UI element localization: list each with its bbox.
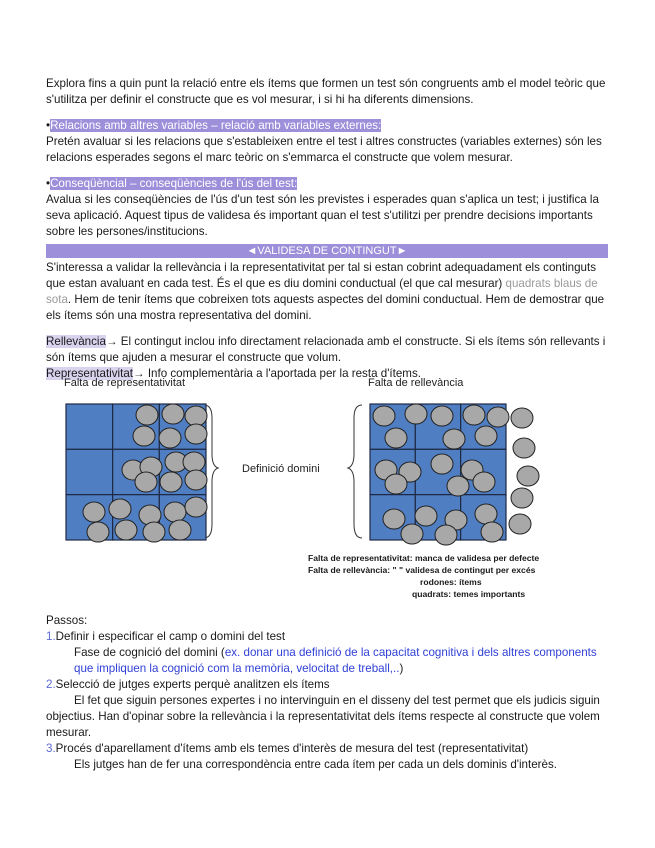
left-title: Falta de representativitat xyxy=(64,377,186,389)
right-title: Falta de rellevància xyxy=(368,377,464,389)
text-run: → El contingut inclou info directament relacionada amb el constructe. Si els ítems són rellevants i són ítems que ajuden a mesurar el constructe que volum. xyxy=(46,335,606,364)
item-circle xyxy=(159,428,181,448)
representativity-term: Representativitat xyxy=(46,367,133,380)
text-run: Fase de cognició del domini ( xyxy=(74,646,225,659)
item-circle xyxy=(383,509,405,529)
item-circle xyxy=(164,502,186,522)
gray-note: quadrats blaus de sota xyxy=(46,277,598,306)
step-title: Procés d'aparellament d'ítems amb els temes d'interès de mesura del test (representativitat) xyxy=(55,742,529,755)
caption-line: Falta de rellevància: " " validesa de contingut per excés xyxy=(308,565,536,575)
step-number: 1. xyxy=(46,630,56,643)
step-number: 3. xyxy=(46,742,56,755)
section-external-variables xyxy=(46,118,608,134)
content-validity-banner: ◄VALIDESA DE CONTINGUT► xyxy=(46,244,608,258)
text-run: → Info complementària a l'aportada per la resta d'ítems. xyxy=(133,367,421,380)
bullet: • xyxy=(46,119,51,132)
section-title: Relacions amb altres variables – relació amb variables externes: xyxy=(50,119,382,132)
item-circle xyxy=(143,522,165,542)
item-circle xyxy=(373,406,395,426)
item-circle xyxy=(447,476,469,496)
item-circle xyxy=(136,405,158,425)
item-circle xyxy=(87,522,109,542)
item-circle xyxy=(431,406,453,426)
item-circle xyxy=(475,426,497,446)
item-circle xyxy=(511,408,533,428)
item-circle xyxy=(513,438,535,458)
item-circle xyxy=(133,426,155,446)
bullet: • xyxy=(46,177,51,190)
step-1-detail xyxy=(46,645,608,677)
item-circle xyxy=(109,499,131,519)
right-domain-grid xyxy=(370,404,539,545)
relevance-term: Rellevància xyxy=(46,335,106,348)
document-body xyxy=(46,76,608,382)
item-circle xyxy=(385,428,407,448)
step-1 xyxy=(46,629,608,645)
step-2-detail xyxy=(46,693,608,741)
item-circle xyxy=(517,466,539,486)
caption-line: Falta de representativitat: manca de validesa per defecte xyxy=(308,553,540,563)
item-circle xyxy=(481,522,503,542)
steps-section xyxy=(46,613,608,773)
text-run: ) xyxy=(399,662,404,675)
section-text: Pretén avaluar si les relacions que s'estableixen entre el test i altres constructes (variables externes) són les relacions esperades segons el marc teòric on s'emmarca el constructe que volem mesurar. xyxy=(46,135,602,164)
step-3 xyxy=(46,741,608,757)
step-2 xyxy=(46,677,608,693)
left-domain-grid xyxy=(66,404,207,542)
item-circle xyxy=(83,502,105,522)
item-circle xyxy=(162,404,184,424)
section-consequential xyxy=(46,176,608,192)
steps-heading: Passos: xyxy=(46,614,88,627)
step-3-detail: Els jutges han de fer una correspondència entre cada ítem per cada un dels dominis d'interès. xyxy=(74,758,557,771)
domain-square xyxy=(66,404,113,449)
item-circle xyxy=(115,520,137,540)
item-circle xyxy=(511,488,533,508)
item-circle xyxy=(509,514,531,534)
item-circle xyxy=(475,504,497,524)
item-circle xyxy=(135,472,157,492)
step-title: Selecció de jutges experts perquè analitzen els ítems xyxy=(55,678,330,691)
item-circle xyxy=(385,474,407,494)
content-paragraph xyxy=(46,260,608,324)
item-circle xyxy=(473,472,495,492)
item-circle xyxy=(435,525,457,545)
item-circle xyxy=(405,404,427,424)
intro-paragraph: Explora fins a quin punt la relació entre els ítems que formen un test són congruents amb el model teòric que s'utilitza per definir el constructe que es vol mesurar, i si hi ha diferents dimensions. xyxy=(46,77,606,106)
caption-line: rodones: ítems xyxy=(420,577,482,587)
step-title: Definir i especificar el camp o domini del test xyxy=(55,630,286,643)
item-circle xyxy=(185,424,207,444)
item-circle xyxy=(443,429,465,449)
item-circle xyxy=(415,506,437,526)
item-circle xyxy=(185,497,207,517)
item-circle xyxy=(431,454,453,474)
text-run: . Hem de tenir ítems que cobreixen tots aquests aspectes del domini conductual. Hem de demostrar que els ítems són una mostra representativa del domini. xyxy=(46,293,605,322)
item-circle xyxy=(169,520,191,540)
domain-figure xyxy=(46,374,608,614)
domain-square xyxy=(66,449,113,494)
text-run: El fet que siguin persones expertes i no intervinguin en el disseny del test permet que els judicis siguin objectius. Han d'opinar sobre la rellevància i la representativitat dels ítems respecte al constructe que volem mesurar. xyxy=(46,694,600,739)
item-circle xyxy=(487,407,509,427)
left-brace xyxy=(348,405,362,538)
item-circle xyxy=(139,505,161,525)
center-label: Definició domini xyxy=(242,463,320,475)
section-text: Avalua si les conseqüències de l'ús d'un test són les previstes i esperades quan s'aplica un test; i justifica la seva aplicació. Aquest tipus de validesa és important quan el test s'utilitzi per prendre decisions importants sobre les persones/institucions. xyxy=(46,193,599,238)
relevance-definition xyxy=(46,334,608,366)
text-run: S'interessa a validar la rellevància i la representativitat per tal si estan cobrint adequadament els continguts que estan avaluant en cada test. És el que es diu domini conductual (el que cal mesurar) xyxy=(46,261,597,290)
caption-line: quadrats: temes importants xyxy=(412,589,526,599)
figure-caption xyxy=(308,552,539,600)
item-circle xyxy=(463,405,485,425)
item-circle xyxy=(185,406,207,426)
item-circle xyxy=(401,524,423,544)
item-circle xyxy=(160,472,182,492)
step-number: 2. xyxy=(46,678,56,691)
item-circle xyxy=(183,452,205,472)
example-text: ex. donar una definició de la capacitat cognitiva i dels altres components que impliquen la cognició com la memòria, velocitat de treball,.. xyxy=(74,646,597,675)
item-circle xyxy=(185,470,207,490)
section-title: Conseqüèncial – conseqüències de l'ús del test: xyxy=(50,177,298,190)
